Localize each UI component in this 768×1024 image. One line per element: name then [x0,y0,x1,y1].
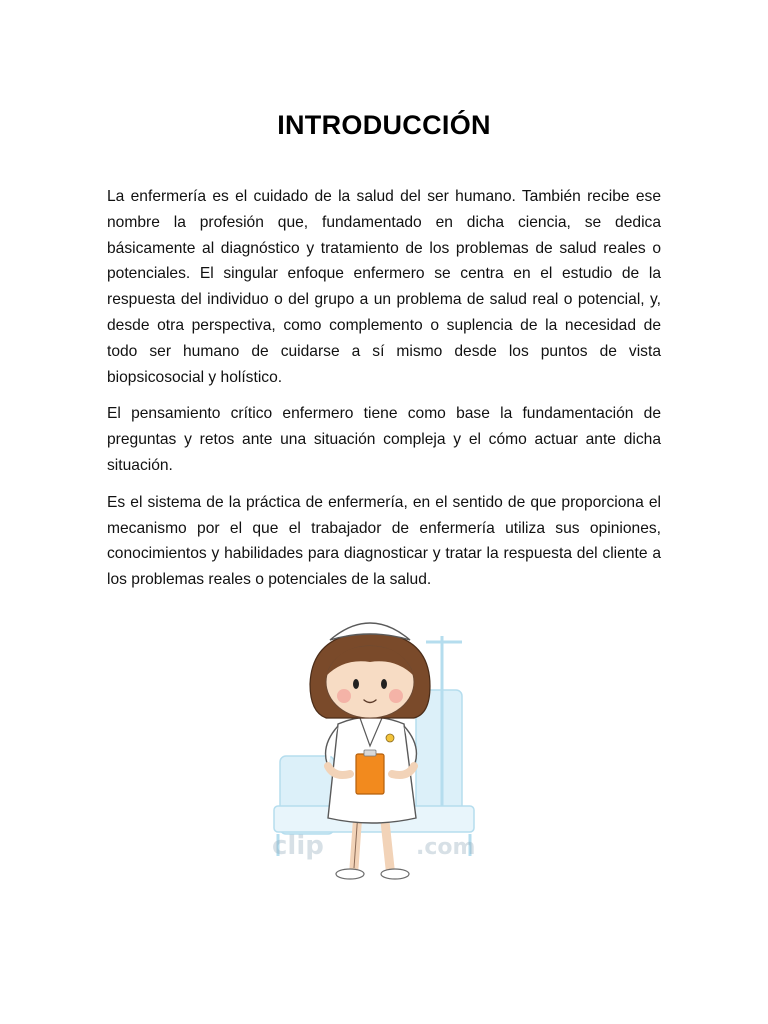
orange-clipboard [356,750,384,794]
nurse-head [310,623,430,718]
page-title: INTRODUCCIÓN [277,110,491,141]
svg-text:.com: .com [416,835,476,860]
svg-text:clip: clip [272,831,324,861]
body-text [107,184,661,604]
paragraph-2: El pensamiento crítico enfermero tiene como base la fundamentación de preguntas y retos ante una situación compleja y el cómo actuar ante dicha situación. [107,405,661,474]
paragraph-1: La enfermería es el cuidado de la salud del ser humano. También recibe ese nombre la profesión que, fundamentado en dicha ciencia, se dedica básicamente al diagnóstico y tratamiento de los problemas de salud reales o potenciales. El singular enfoque enfermero se centra en el estudio de la respuesta del individuo o del grupo a un problema de salud real o potencial, y, desde otra perspectiva, como complemento o suplencia de la necesidad de todo ser humano de cuidarse a sí mismo desde los puntos de vista biopsicosocial y holístico. [107,188,661,386]
watermark-logo [272,831,475,861]
nurse-illustration [266,606,486,886]
paragraph-3: Es el sistema de la práctica de enfermería, en el sentido de que proporciona el mecanismo por el que el trabajador de enfermería utiliza sus opiniones, conocimientos y habilidades para diagnosticar y tratar la respuesta del cliente a los problemas reales o potenciales de la salud. [107,493,661,589]
